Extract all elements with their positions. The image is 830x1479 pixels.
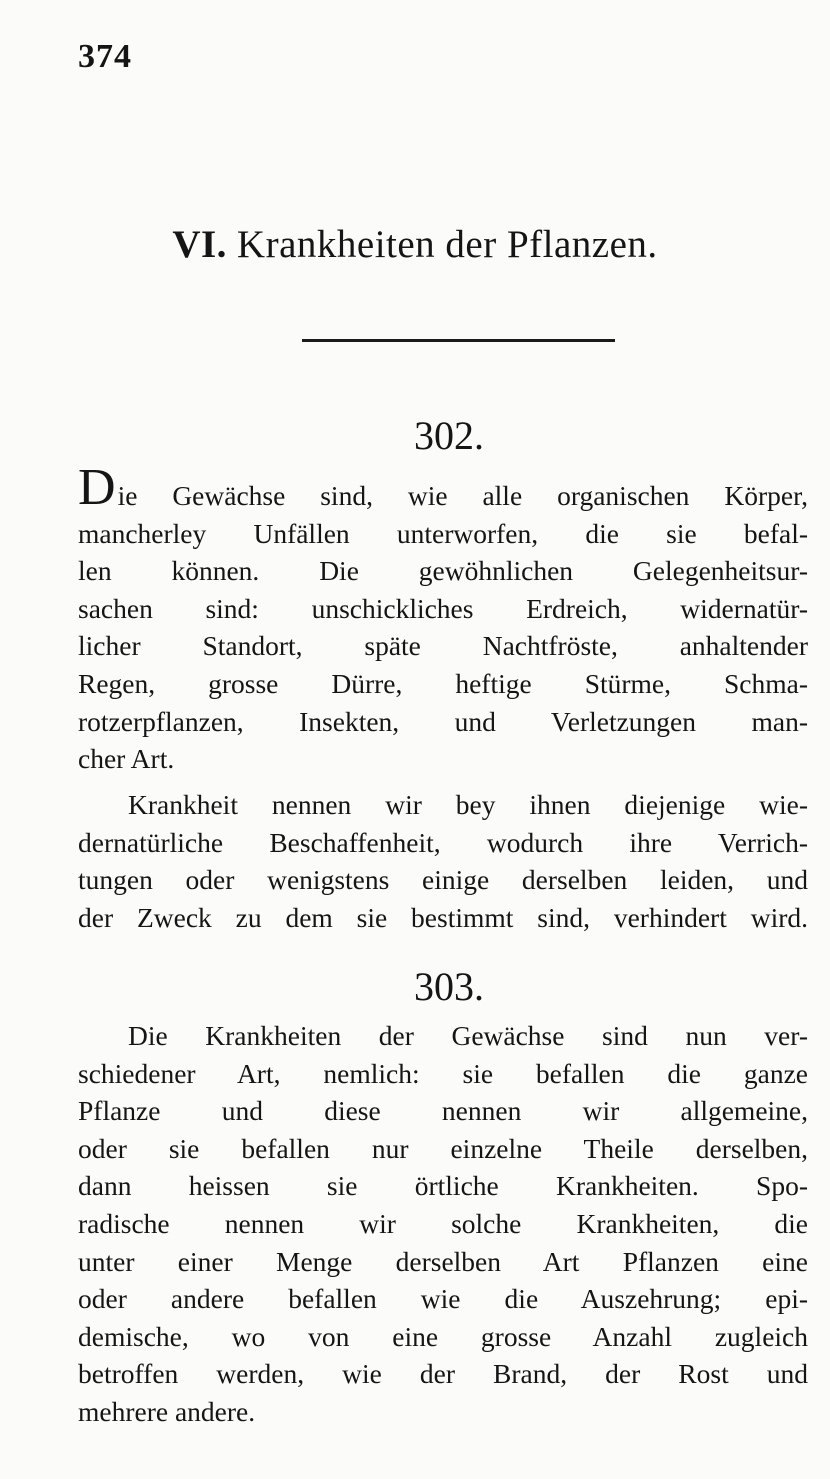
paragraph (78, 786, 808, 936)
text-line: Die Gewächse sind, wie alle organischen Körper, (78, 459, 808, 516)
text-line: cher Art. (78, 743, 175, 775)
text-line: mancherley Unfällen unterworfen, die sie befal- (78, 517, 808, 549)
text-line: Regen, grosse Dürre, heftige Stürme, Schma- (78, 667, 808, 699)
text-line: demische, wo von eine grosse Anzahl zugleich (78, 1320, 808, 1352)
text-line: Die Krankheiten der Gewächse sind nun ver- (128, 1020, 808, 1051)
chapter-title: Krankheiten der Pflanzen. (236, 223, 658, 266)
page-number: 374 (78, 38, 132, 75)
text-line: tungen oder wenigstens einige derselben leiden, und (78, 864, 808, 896)
text-line: oder sie befallen nur einzelne Theile derselben, (78, 1132, 808, 1164)
paragraph (78, 459, 808, 778)
chapter-heading (0, 222, 830, 267)
chapter-number: VI. (172, 223, 227, 266)
text-line: Krankheit nennen wir bey ihnen diejenige wie- (128, 789, 808, 820)
drop-cap: D (78, 459, 116, 516)
text-line: Pflanze und diese nennen wir allgemeine, (78, 1095, 808, 1127)
text-line: schiedener Art, nemlich: sie befallen die ganze (78, 1057, 808, 1089)
text-line: dann heissen sie örtliche Krankheiten. Spo- (78, 1170, 808, 1202)
text-line: radische nennen wir solche Krankheiten, die (78, 1207, 808, 1239)
text-line: betroffen werden, wie der Brand, der Rost und (78, 1358, 808, 1390)
title-divider (302, 339, 615, 342)
text-line: unter einer Menge derselben Art Pflanzen eine (78, 1245, 808, 1277)
text-line: oder andere befallen wie die Auszehrung; epi- (78, 1283, 808, 1315)
text-line: dernatürliche Beschaffenheit, wodurch ihre Verrich- (78, 826, 808, 858)
text-line: mehrere andere. (78, 1395, 256, 1427)
text-line: licher Standort, späte Nachtfröste, anhaltender (78, 630, 808, 662)
text-line: sachen sind: unschickliches Erdreich, widernatür- (78, 592, 808, 624)
text-line: der Zweck zu dem sie bestimmt sind, verhindert wird. (78, 901, 808, 933)
text-line: rotzerpflanzen, Insekten, und Verletzungen man- (78, 705, 808, 737)
paragraph (78, 1017, 808, 1431)
text-line: len können. Die gewöhnlichen Gelegenheitsur- (78, 555, 808, 587)
section-number: 303. (414, 964, 484, 1009)
section-number: 302. (414, 413, 484, 458)
